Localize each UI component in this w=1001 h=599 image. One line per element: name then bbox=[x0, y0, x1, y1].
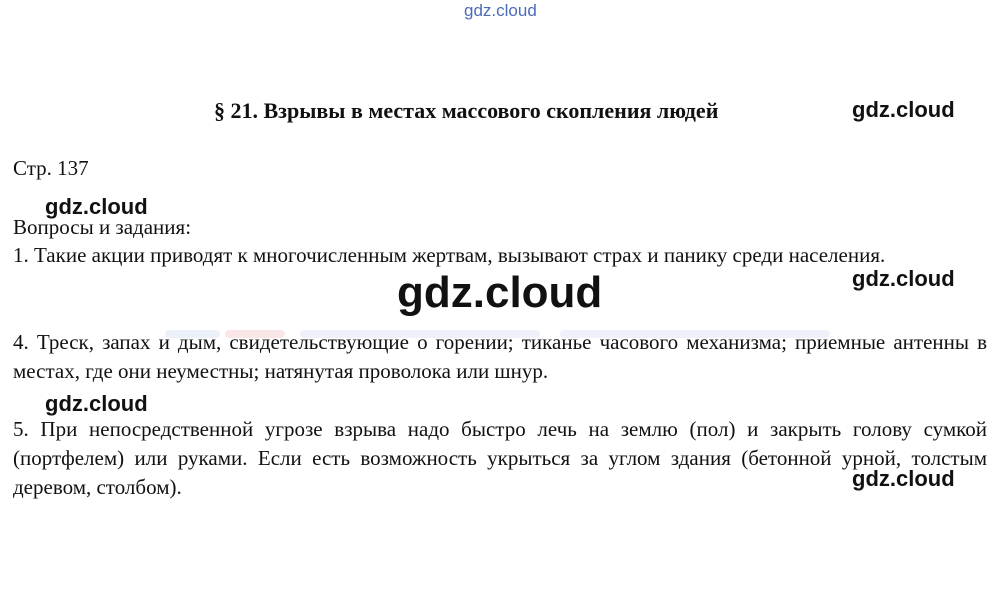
answer-5: 5. При непосредственной угрозе взрыва надо быстро лечь на землю (пол) и закрыть голову сумкой (портфелем) или руками. Если есть возможность укрыться за углом здания (бетонной урной, толстым деревом, столбом). bbox=[13, 417, 987, 499]
questions-heading: Вопросы и задания: bbox=[13, 215, 192, 239]
watermark: gdz.cloud bbox=[852, 97, 955, 122]
top-watermark: gdz.cloud bbox=[464, 1, 537, 20]
watermark: gdz.cloud bbox=[852, 466, 955, 491]
watermark: gdz.cloud bbox=[852, 266, 955, 291]
highlight-smudge bbox=[560, 330, 830, 338]
page-number-label: Стр. 137 bbox=[13, 156, 89, 180]
watermark: gdz.cloud bbox=[45, 391, 148, 416]
highlight-smudge bbox=[165, 330, 220, 338]
answer-1: 1. Такие акции приводят к многочисленным жертвам, вызывают страх и панику среди населения. bbox=[13, 243, 886, 267]
highlight-smudge bbox=[300, 330, 540, 338]
page-title: § 21. Взрывы в местах массового скопления людей bbox=[214, 98, 719, 123]
watermark: gdz.cloud bbox=[45, 194, 148, 219]
watermark-large: gdz.cloud bbox=[397, 268, 603, 317]
highlight-smudge bbox=[225, 330, 285, 338]
answer-4: 4. Треск, запах и дым, свидетельствующие о горении; тиканье часового механизма; приемные антенны в местах, где они неуместны; натянутая проволока или шнур. bbox=[13, 330, 987, 383]
